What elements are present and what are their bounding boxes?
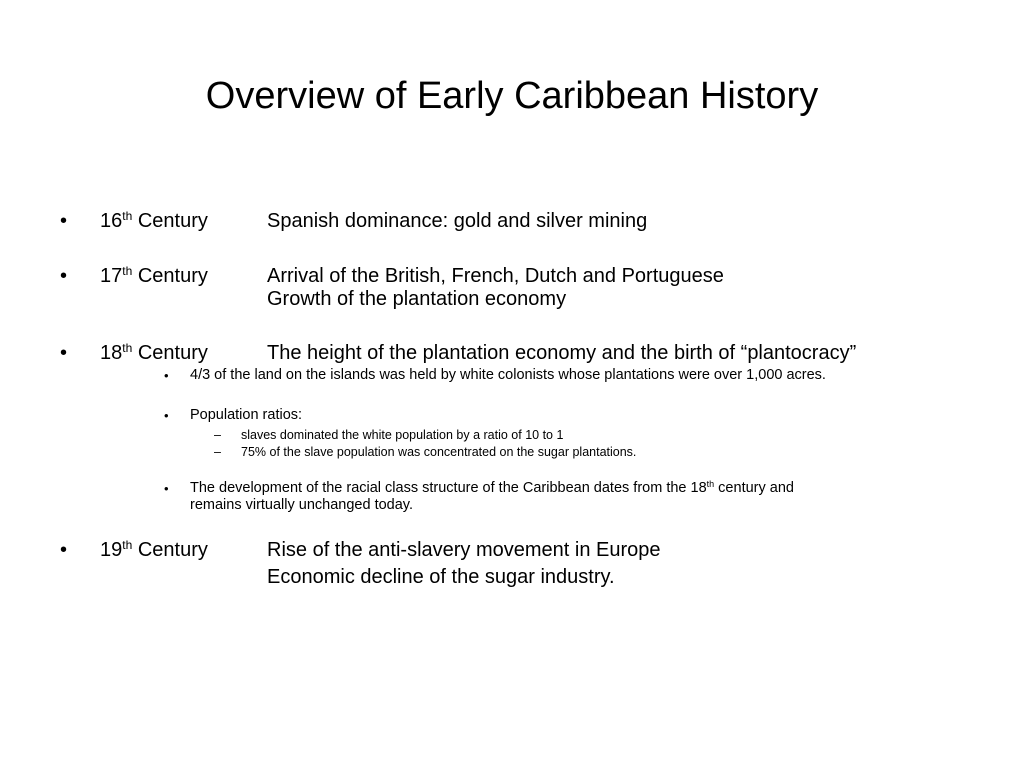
century-description: Arrival of the British, French, Dutch and Portuguese	[267, 265, 724, 287]
bullet: •	[60, 342, 68, 364]
dash-bullet: –	[214, 445, 221, 459]
sub-bullet: •	[164, 481, 169, 496]
bullet: •	[60, 210, 68, 232]
sub-item-text: The development of the racial class structure of the Caribbean dates from the 18th century and remains virtually unchanged today.	[190, 479, 794, 513]
sub-bullet: •	[164, 408, 169, 423]
sub-bullet: •	[164, 368, 169, 383]
bullet: •	[60, 265, 68, 287]
slide-title: Overview of Early Caribbean History	[205, 75, 819, 117]
sub-sub-item-text: slaves dominated the white population by a ratio of 10 to 1	[241, 428, 564, 442]
century-description-line2: Economic decline of the sugar industry.	[267, 566, 615, 588]
century-label: 16th Century	[100, 209, 208, 232]
century-description: Spanish dominance: gold and silver mining	[267, 210, 648, 232]
sub-sub-item-text: 75% of the slave population was concentrated on the sugar plantations.	[241, 445, 637, 459]
sub-item-text: 4/3 of the land on the islands was held by white colonists whose plantations were over 1,000 acres.	[190, 367, 826, 383]
century-description: Rise of the anti-slavery movement in Europe	[267, 539, 661, 561]
century-description-line2: Growth of the plantation economy	[267, 288, 567, 310]
sub-item-text: Population ratios:	[190, 407, 303, 423]
century-label: 17th Century	[100, 264, 208, 287]
century-label: 18th Century	[100, 341, 208, 364]
dash-bullet: –	[214, 428, 221, 442]
century-label: 19th Century	[100, 538, 208, 561]
bullet: •	[60, 539, 68, 561]
century-description: The height of the plantation economy and the birth of “plantocracy”	[267, 342, 857, 364]
